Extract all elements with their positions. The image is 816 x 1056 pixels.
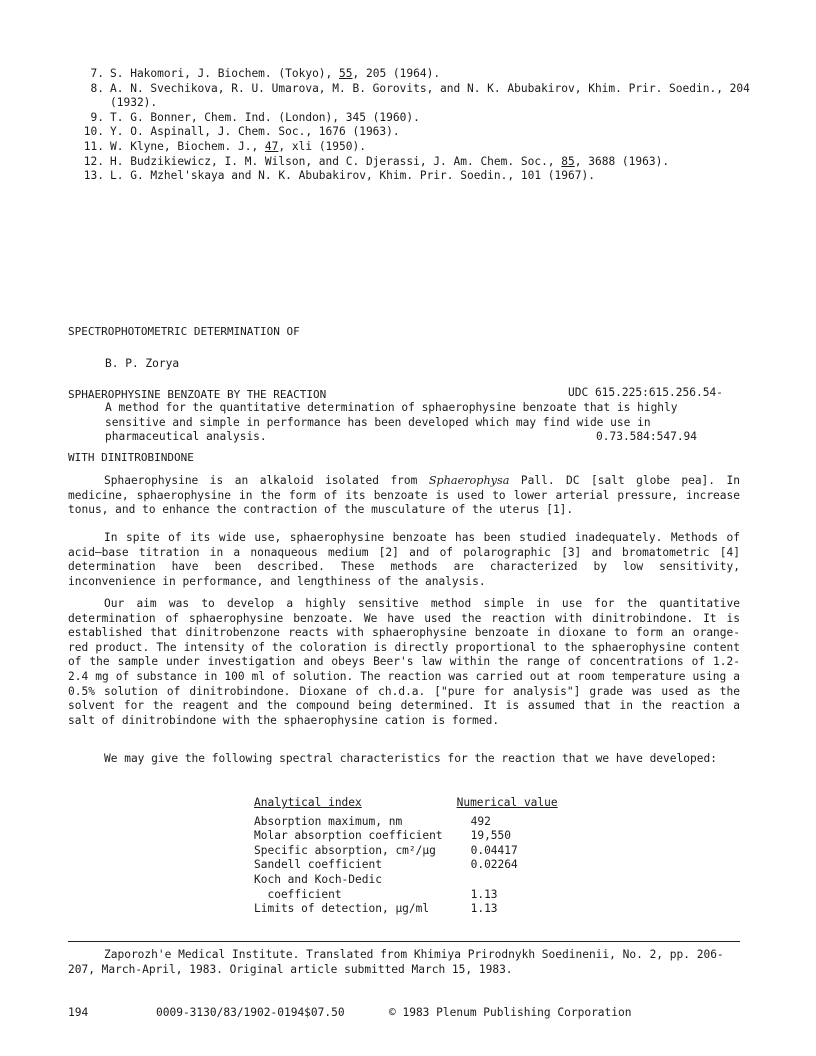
numerical-value: 0.04417 <box>470 843 518 857</box>
reference-number: 12. <box>83 154 104 168</box>
column-header-value: Numerical value <box>456 796 558 809</box>
page-number: 194 <box>68 1006 89 1019</box>
title-line-1: SPECTROPHOTOMETRIC DETERMINATION OF <box>68 325 300 338</box>
copyright-line: © 1983 Plenum Publishing Corporation <box>389 1006 632 1019</box>
paragraph-3-text: Our aim was to develop a highly sensitive method simple in use for the quantitative determination of sphaerophysine benzoate. We have used the reaction with dinitrobindone. It is established that dinitrobenzone reacts with sphaerophysine benzoate in dioxane to form an orange-red product. The intensity of the coloration is directly proportional to the sphaerophysine content of the sample under investigation and obeys Beer's law within the range of concentrations of 1.2-2.4 mg of substance in 100 ml of solution. The reaction was carried out at room temperature using a 0.5% solution of dinitrobindone. Dioxane of ch.d.a. ["pure for analysis"] grade was used as the solvent for the reagent and the compound being determined. It is assumed that in the reaction a salt of dinitrobindone with the sphaerophysine cation is formed. <box>68 597 740 727</box>
footer-note: Zaporozh'e Medical Institute. Translated from Khimiya Prirodnykh Soedinenii, No. 2, pp. 206-207, March-April, 1983. Original article submitted March 15, 1983. <box>68 948 724 976</box>
paragraph-1 <box>68 474 740 518</box>
numerical-value <box>443 873 558 888</box>
reference-text <box>110 140 750 155</box>
table-row <box>254 888 558 903</box>
abstract: A method for the quantitative determination of sphaerophysine benzoate that is highly sensitive and simple in performance has been developed which may find wide use in pharmaceutical analysis. <box>105 401 678 444</box>
reference-item <box>70 111 750 126</box>
reference-citation: W. Klyne, Biochem. J., <box>110 139 265 153</box>
reference-text <box>110 67 750 82</box>
footer-divider <box>68 941 740 942</box>
reference-item <box>70 140 750 155</box>
issn-code: 0009-3130/83/1902-0194$07.50 <box>156 1006 345 1019</box>
paragraph-2-text: In spite of its wide use, sphaerophysine benzoate has been studied inadequately. Methods of acid–base titration in a nonaqueous medium [2] and of polarographic [3] and bromatometric [4] determination have been described. These methods are characterized by low sensitivity, inconvenience in performance, and lengthiness of the analysis. <box>68 531 740 588</box>
reference-number: 7. <box>90 67 104 80</box>
author-name: B. P. Zorya <box>105 357 180 370</box>
analytical-index: Absorption maximum, nm <box>254 814 403 828</box>
reference-item <box>70 155 750 170</box>
paragraph-1-end: Pall. DC [salt globe pea]. In medicine, sphaerophysine in the form of its benzoate is used to lower arterial pressure, increase tonus, and to enhance the contraction of the musculature of the uterus [1]. <box>68 474 740 517</box>
paragraph-2 <box>68 531 740 589</box>
reference-item <box>70 82 750 111</box>
table-row <box>254 873 558 888</box>
reference-item <box>70 67 750 82</box>
reference-number: 10. <box>83 125 104 139</box>
reference-number: 13. <box>83 169 104 183</box>
reference-citation: A. N. Svechikova, R. U. Umarova, M. B. Gorovits, and N. K. Abubakirov, Khim. Prir. Soedin., 204 (1932). <box>110 81 750 110</box>
reference-item <box>70 169 750 184</box>
table-row <box>254 902 558 917</box>
reference-item <box>70 125 750 140</box>
numerical-value: 492 <box>470 814 491 828</box>
analytical-index: Koch and Koch-Dedic <box>254 872 382 886</box>
genus-name: Sphaerophysa <box>428 474 510 487</box>
analytical-index: Sandell coefficient <box>254 858 382 872</box>
spectral-characteristics-table <box>254 796 558 917</box>
reference-pages: , 3688 (1963). <box>574 154 670 168</box>
reference-pages: , xli (1950). <box>278 139 366 153</box>
reference-volume: 47 <box>264 139 279 153</box>
reference-citation: L. G. Mzhel'skaya and N. K. Abubakirov, Khim. Prir. Soedin., 101 (1967). <box>110 169 595 183</box>
analytical-index: coefficient <box>254 887 342 901</box>
reference-text <box>110 111 750 126</box>
title-line-3: WITH DINITROBINDONE <box>68 451 194 464</box>
reference-number: 9. <box>90 110 104 124</box>
paragraph-4 <box>68 752 740 767</box>
table-row <box>254 844 558 859</box>
reference-number: 11. <box>83 139 104 153</box>
reference-citation: S. Hakomori, J. Biochem. (Tokyo), <box>110 67 340 80</box>
analytical-index: Limits of detection, μg/ml <box>254 902 430 916</box>
reference-list <box>70 67 750 184</box>
paragraph-4-text: We may give the following spectral characteristics for the reaction that we have developed: <box>104 752 717 765</box>
numerical-value: 1.13 <box>470 902 498 916</box>
paragraph-1-start: Sphaerophysine is an alkaloid isolated from <box>104 474 429 487</box>
numerical-value: 1.13 <box>470 887 498 901</box>
numerical-value: 0.02264 <box>470 858 518 872</box>
paragraph-3 <box>68 597 740 728</box>
title-line-2: SPHAEROPHYSINE BENZOATE BY THE REACTION <box>68 388 327 401</box>
table-row <box>254 858 558 873</box>
reference-text <box>110 169 750 184</box>
reference-pages: , 205 (1964). <box>352 67 441 80</box>
reference-text <box>110 155 750 170</box>
numerical-value: 19,550 <box>470 829 512 843</box>
reference-volume: 55 <box>339 67 353 80</box>
reference-citation: T. G. Bonner, Chem. Ind. (London), 345 (1960). <box>110 110 420 124</box>
udc-line-2: 0.73.584:547.94 <box>596 429 698 443</box>
analytical-index: Specific absorption, cm²/μg <box>254 843 436 857</box>
reference-volume: 85 <box>561 154 575 168</box>
column-header-index: Analytical index <box>254 796 362 809</box>
analytical-index: Molar absorption coefficient <box>254 829 443 843</box>
reference-text <box>110 125 750 140</box>
article-title <box>68 279 326 489</box>
reference-citation: Y. O. Aspinall, J. Chem. Soc., 1676 (1963). <box>110 125 400 139</box>
table-row <box>254 829 558 844</box>
udc-line-1: UDC 615.225:615.256.54- <box>568 386 723 400</box>
table-row <box>254 815 558 830</box>
reference-text <box>110 82 750 111</box>
reference-citation: H. Budzikiewicz, I. M. Wilson, and C. Djerassi, J. Am. Chem. Soc., <box>110 154 562 168</box>
reference-number: 8. <box>90 81 104 95</box>
